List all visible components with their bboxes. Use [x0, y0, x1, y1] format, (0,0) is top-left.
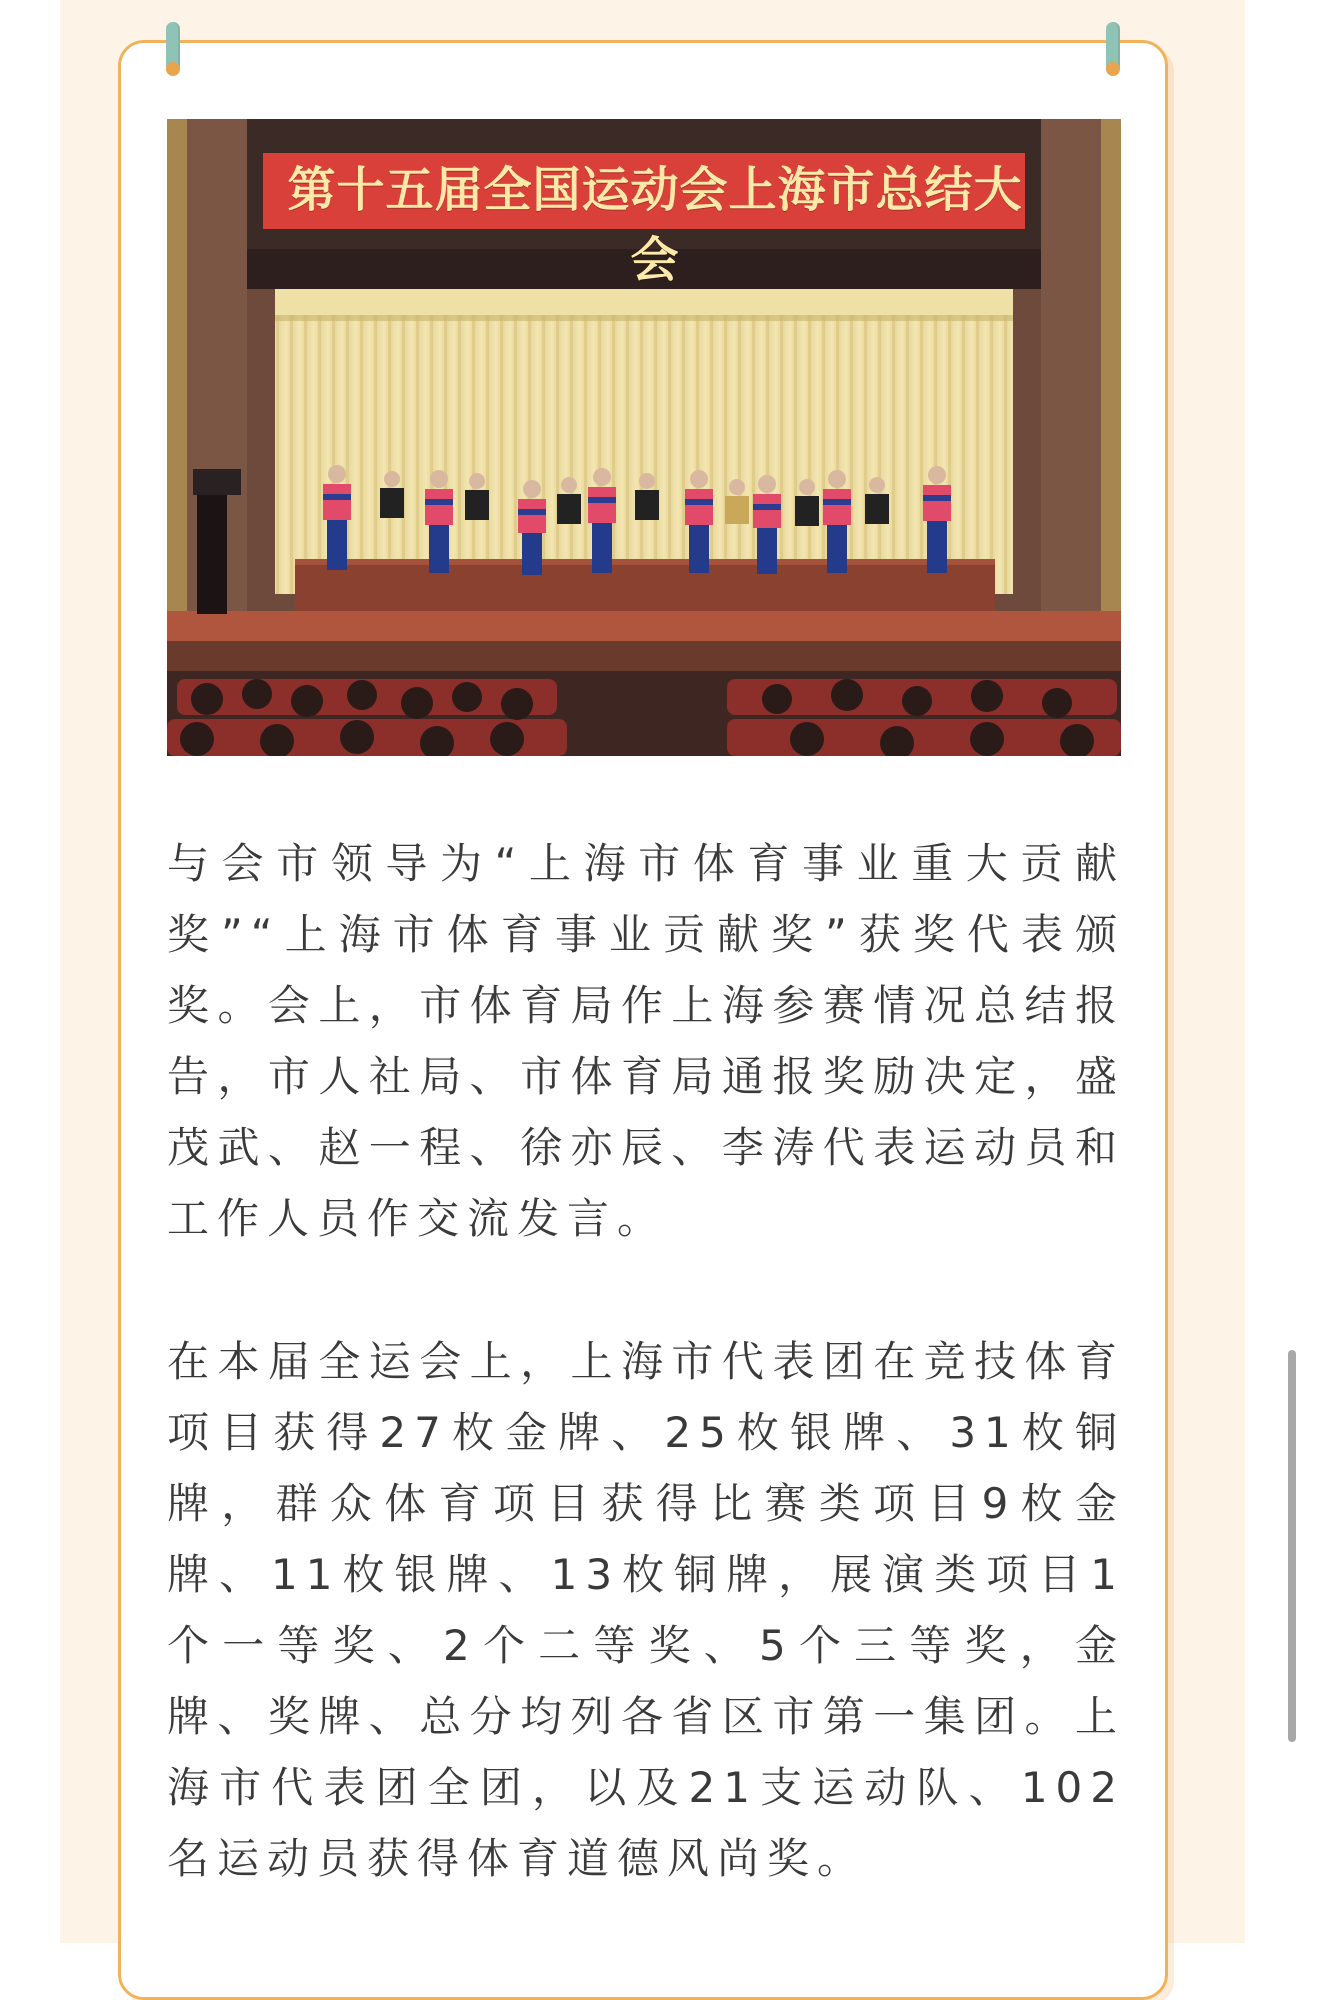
article-paragraph: 与会市领导为“上海市体育事业重大贡献奖”“上海市体育事业贡献奖”获奖代表颁奖。会上，市体育局作上海参赛情况总结报告，市人社局、市体育局通报奖励决定，盛茂武、赵一程、徐亦辰、李涛代表运动员和工作人员作交流发言。: [167, 839, 1125, 1243]
scrollbar[interactable]: [1288, 1350, 1296, 1742]
pin-icon: [1106, 22, 1120, 74]
article-photo[interactable]: [167, 119, 1121, 756]
pin-icon: [166, 22, 180, 74]
banner-title: 第十五届全国运动会上海市总结大会: [287, 162, 1023, 288]
article-paragraph: 在本届全运会上，上海市代表团在竞技体育项目获得27枚金牌、25枚银牌、31枚铜牌，群众体育项目获得比赛类项目9枚金牌、11枚银牌、13枚铜牌，展演类项目1个一等奖、2个二等奖、5个三等奖，金牌、奖牌、总分均列各省区市第一集团。上海市代表团全团，以及21支运动队、102名运动员获得体育道德风尚奖。: [167, 1337, 1125, 1883]
